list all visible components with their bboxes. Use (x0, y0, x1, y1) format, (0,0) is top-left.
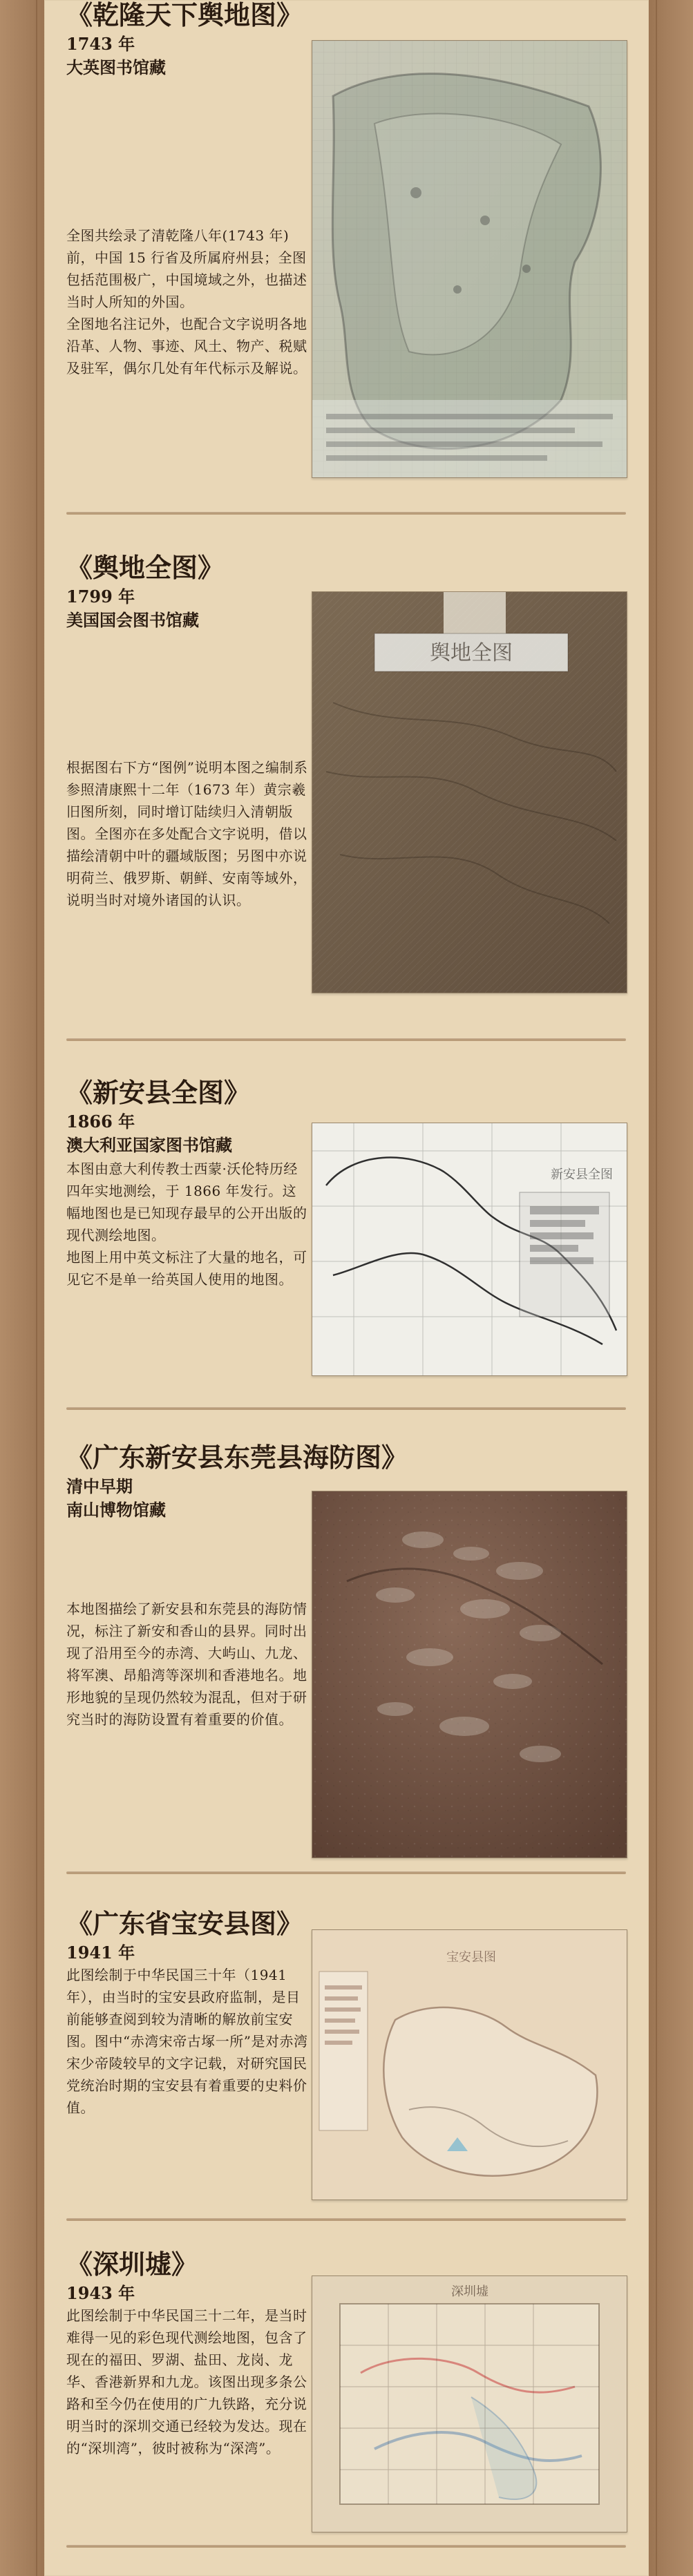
map-image-graphic (312, 2276, 627, 2532)
map-image-title: 深圳墟 (451, 2284, 488, 2299)
section-separator (66, 2545, 626, 2548)
map-image[interactable] (312, 591, 627, 993)
map-section-2 (66, 552, 626, 908)
map-image-graphic (312, 41, 627, 477)
map-image-graphic (312, 1491, 627, 1858)
map-holder: 大英图书馆藏 (66, 57, 166, 77)
map-image[interactable] (312, 40, 627, 478)
map-title: 《广东新安县东莞县海防图》 (66, 1442, 408, 1473)
map-image-graphic (312, 1930, 627, 2200)
map-holder: 澳大利亚国家图书馆藏 (66, 1135, 232, 1155)
map-year: 清中早期 (66, 1476, 133, 1496)
map-image[interactable] (312, 1491, 627, 1858)
map-image[interactable] (312, 2276, 627, 2532)
map-image-graphic (312, 592, 627, 993)
map-section-5 (66, 1908, 626, 2116)
section-separator (66, 1407, 626, 1410)
map-section-4 (66, 1442, 626, 1728)
map-description: 本图由意大利传教士西蒙·沃伦特历经四年实地测绘，于 1866 年发行。这幅地图也是已知现存最早的公开出版的现代测绘地图。 地图上用中英文标注了大量的地名，可见它不是单一给英国人使用的地图。 (66, 1161, 307, 1288)
map-title: 《乾隆天下舆地图》 (66, 0, 303, 30)
map-image[interactable] (312, 1123, 627, 1376)
section-separator (66, 1871, 626, 1874)
map-year: 1866 年 (66, 1112, 135, 1132)
map-description: 本地图描绘了新安县和东莞县的海防情况，标注了新安和香山的县界。同时出现了沿用至今的赤湾、大屿山、九龙、将军澳、昂船湾等深圳和香港地名。地形地貌的呈现仍然较为混乱，但对于研究当时的海防设置有着重要的价值。 (66, 1601, 307, 1728)
section-separator (66, 512, 626, 515)
left-rail (0, 0, 44, 2576)
map-image-graphic (312, 1123, 627, 1375)
map-image-title: 舆地全图 (430, 641, 513, 665)
map-title: 《深圳墟》 (66, 2249, 198, 2280)
map-description: 此图绘制于中华民国三十年（1941 年），由当时的宝安县政府监制，是目前能够查阅到较为清晰的解放前宝安图。图中“赤湾宋帝古塚一所”是对赤湾宋少帝陵较早的文字记载，对研究国民党统治时期的宝安县有着重要的史料价值。 (66, 1967, 308, 2116)
map-description: 此图绘制于中华民国三十二年，是当时难得一见的彩色现代测绘地图，包含了现在的福田、罗湖、盐田、龙岗、龙华、香港新界和九龙。该图出现多条公路和至今仍在使用的广九铁路，充分说明当时的深圳交通已经较为发达。现在的“深圳湾”，彼时被称为“深湾”。 (66, 2307, 307, 2456)
map-year: 1941 年 (66, 1943, 135, 1963)
map-holder: 美国国会图书馆藏 (66, 610, 199, 630)
map-section-3 (66, 1077, 626, 1288)
section-separator (66, 2218, 626, 2221)
map-section-1 (66, 0, 626, 376)
map-description: 根据图右下方“图例”说明本图之编制系参照清康熙十二年（1673 年）黄宗羲旧图所刻，同时增订陆续归入清朝版图。全图亦在多处配合文字说明，借以描绘清朝中叶的疆域版图；另图中亦说明荷兰、俄罗斯、朝鲜、安南等域外，说明当时对境外诸国的认识。 (66, 759, 308, 908)
map-title: 《新安县全图》 (66, 1077, 251, 1108)
map-holder: 南山博物馆藏 (66, 1500, 166, 1520)
map-year: 1799 年 (66, 586, 135, 607)
map-image-title: 新安县全图 (551, 1167, 613, 1182)
right-rail (649, 0, 693, 2576)
map-image[interactable] (312, 1929, 627, 2200)
map-image-title: 宝安县图 (446, 1950, 496, 1965)
map-description: 全图共绘录了清乾隆八年(1743 年)前，中国 15 行省及所属府州县；全图包括范围极广，中国境域之外，也描述当时人所知的外国。 全图地名注记外，也配合文字说明各地沿革、人物、事迹、风土、物产、税赋及驻军，偶尔几处有年代标示及解说。 (66, 227, 307, 376)
map-year: 1943 年 (66, 2283, 135, 2303)
map-year: 1743 年 (66, 34, 135, 54)
map-title: 《广东省宝安县图》 (66, 1908, 303, 1939)
map-title: 《舆地全图》 (66, 552, 225, 583)
section-separator (66, 1038, 626, 1041)
map-section-6 (66, 2249, 626, 2456)
